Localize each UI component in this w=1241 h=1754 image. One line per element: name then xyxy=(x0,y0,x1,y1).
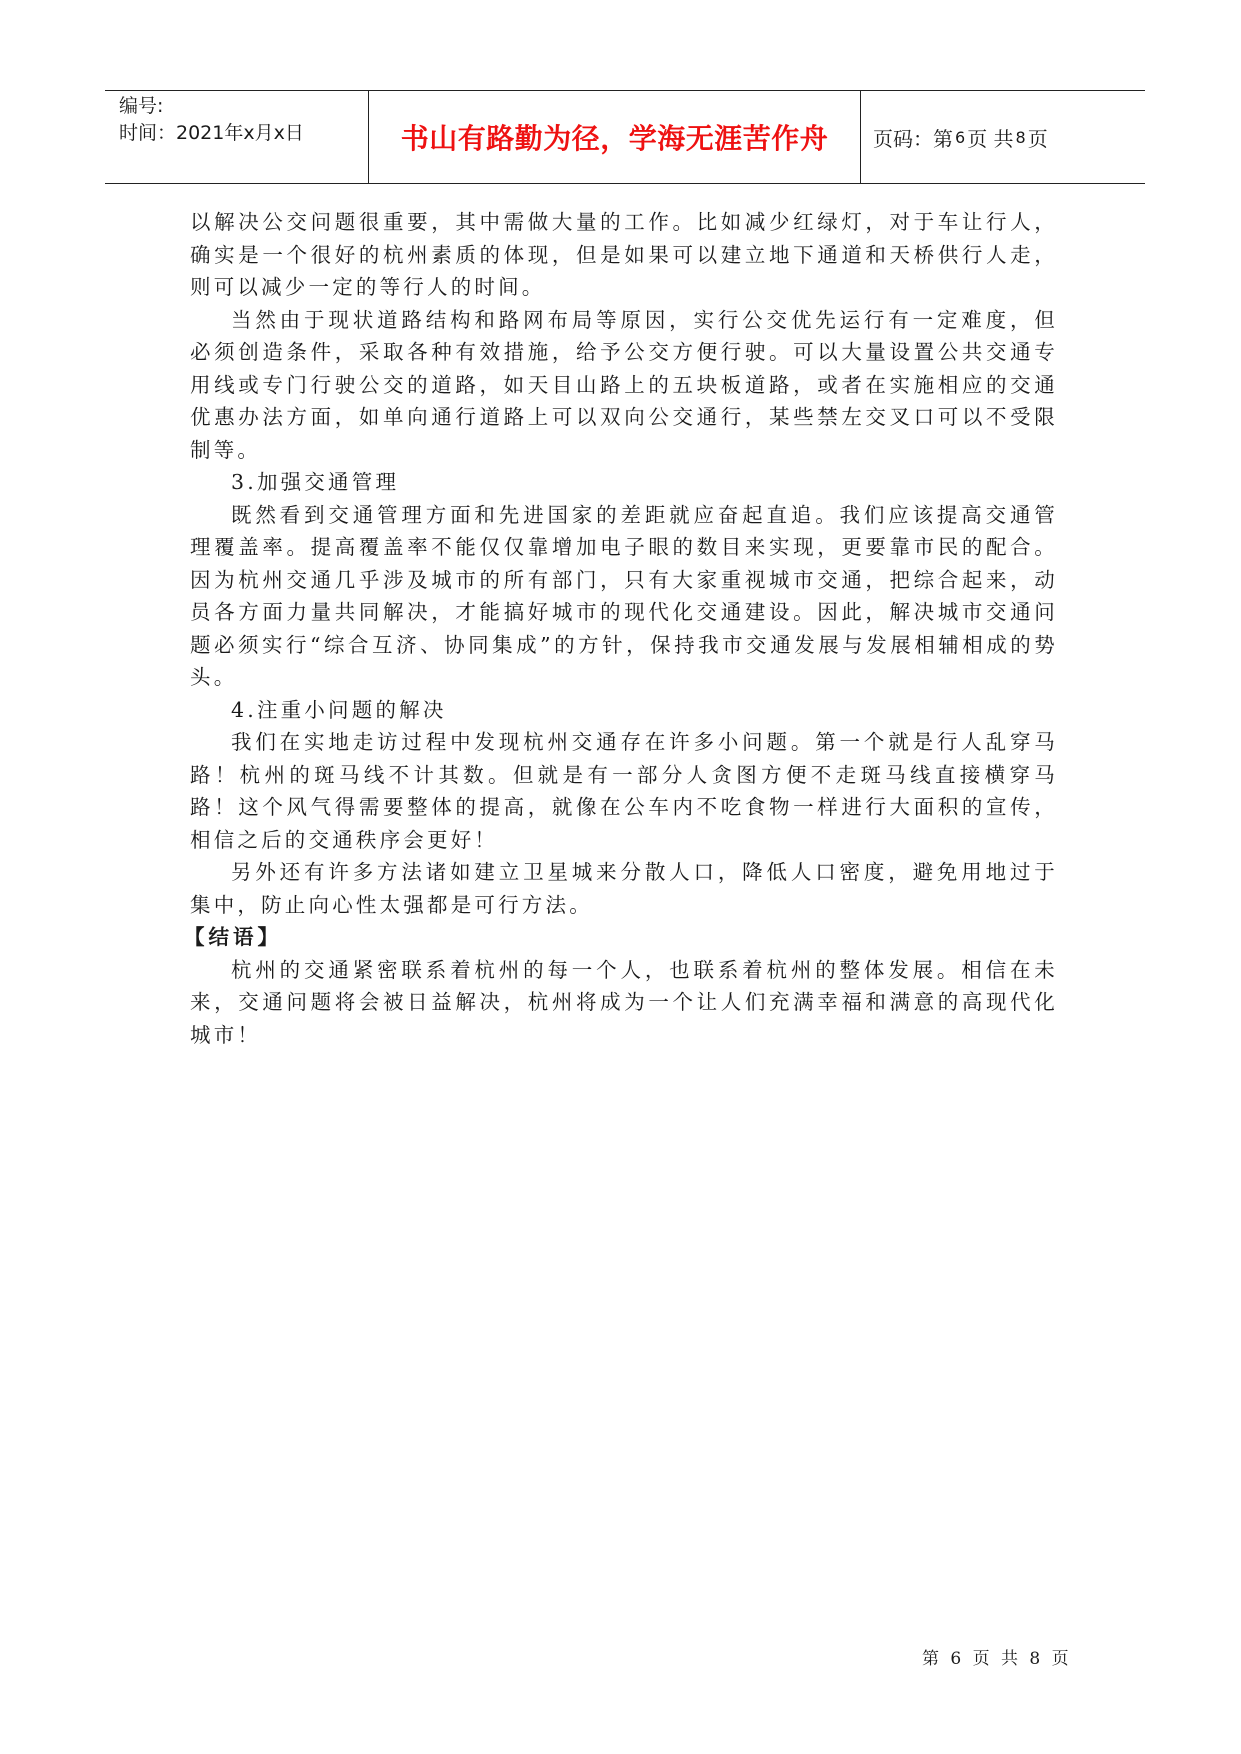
page-suffix: 页 xyxy=(1027,126,1048,151)
header-motto: 书山有路勤为径，学海无涯苦作舟 xyxy=(369,91,861,183)
body-paragraph: 杭州的交通紧密联系着杭州的每一个人，也联系着杭州的整体发展。相信在未来，交通问题将会被日益解决，杭州将成为一个让人们充满幸福和满意的高现代化城市！ xyxy=(190,957,1058,1047)
body-paragraph: 我们在实地走访过程中发现杭州交通存在许多小问题。第一个就是行人乱穿马路！杭州的斑马线不计其数。但就是有一部分人贪图方便不走斑马线直接横穿马路！这个风气得需要整体的提高，就像在公车内不吃食物一样进行大面积的宣传，相信之后的交通秩序会更好！ xyxy=(190,730,1058,852)
body-paragraph: 另外还有许多方法诸如建立卫星城来分散人口，降低人口密度，避免用地过于集中，防止向心性太强都是可行方法。 xyxy=(190,860,1058,917)
body-paragraph: 以解决公交问题很重要，其中需做大量的工作。比如减少红绿灯，对于车让行人，确实是一个很好的杭州素质的体现，但是如果可以建立地下通道和天桥供行人走，则可以减少一定的等行人的时间。 xyxy=(190,210,1058,299)
number-label: 编号: xyxy=(119,95,164,117)
page-header xyxy=(105,90,1145,184)
page-current: 6 xyxy=(955,127,966,147)
section-heading: 4.注重小问题的解决 xyxy=(231,697,447,722)
document-body xyxy=(184,206,1058,1051)
section-heading: 3.加强交通管理 xyxy=(231,470,400,494)
body-paragraph: 当然由于现状道路结构和路网布局等原因，实行公交优先运行有一定难度，但必须创造条件，采取各种有效措施，给予公交方便行驶。可以大量设置公共交通专用线或专门行驶公交的道路，如天目山路上的五块板道路，或者在实施相应的交通优惠办法方面，如单向通行道路上可以双向公交通行，某些禁左交叉口可以不受限制等。 xyxy=(190,307,1058,462)
header-meta xyxy=(105,91,369,183)
conclusion-heading: 【结语】 xyxy=(184,925,282,949)
page-total: 8 xyxy=(1015,127,1026,147)
time-label: 时间：2021年x月x日 xyxy=(119,122,304,144)
page-footer: 第 6 页 共 8 页 xyxy=(922,1649,1072,1669)
page-mid: 页 共 xyxy=(967,126,1014,151)
body-paragraph: 既然看到交通管理方面和先进国家的差距就应奋起直追。我们应该提高交通管理覆盖率。提高覆盖率不能仅仅靠增加电子眼的数目来实现，更要靠市民的配合。因为杭州交通几乎涉及城市的所有部门，只有大家重视城市交通，把综合起来，动员各方面力量共同解决，才能搞好城市的现代化交通建设。因此，解决城市交通问题必须实行“综合互济、协同集成”的方针，保持我市交通发展与发展相辅相成的势头。 xyxy=(190,502,1058,689)
header-page-number xyxy=(861,91,1145,183)
page-prefix: 页码：第 xyxy=(873,126,953,151)
